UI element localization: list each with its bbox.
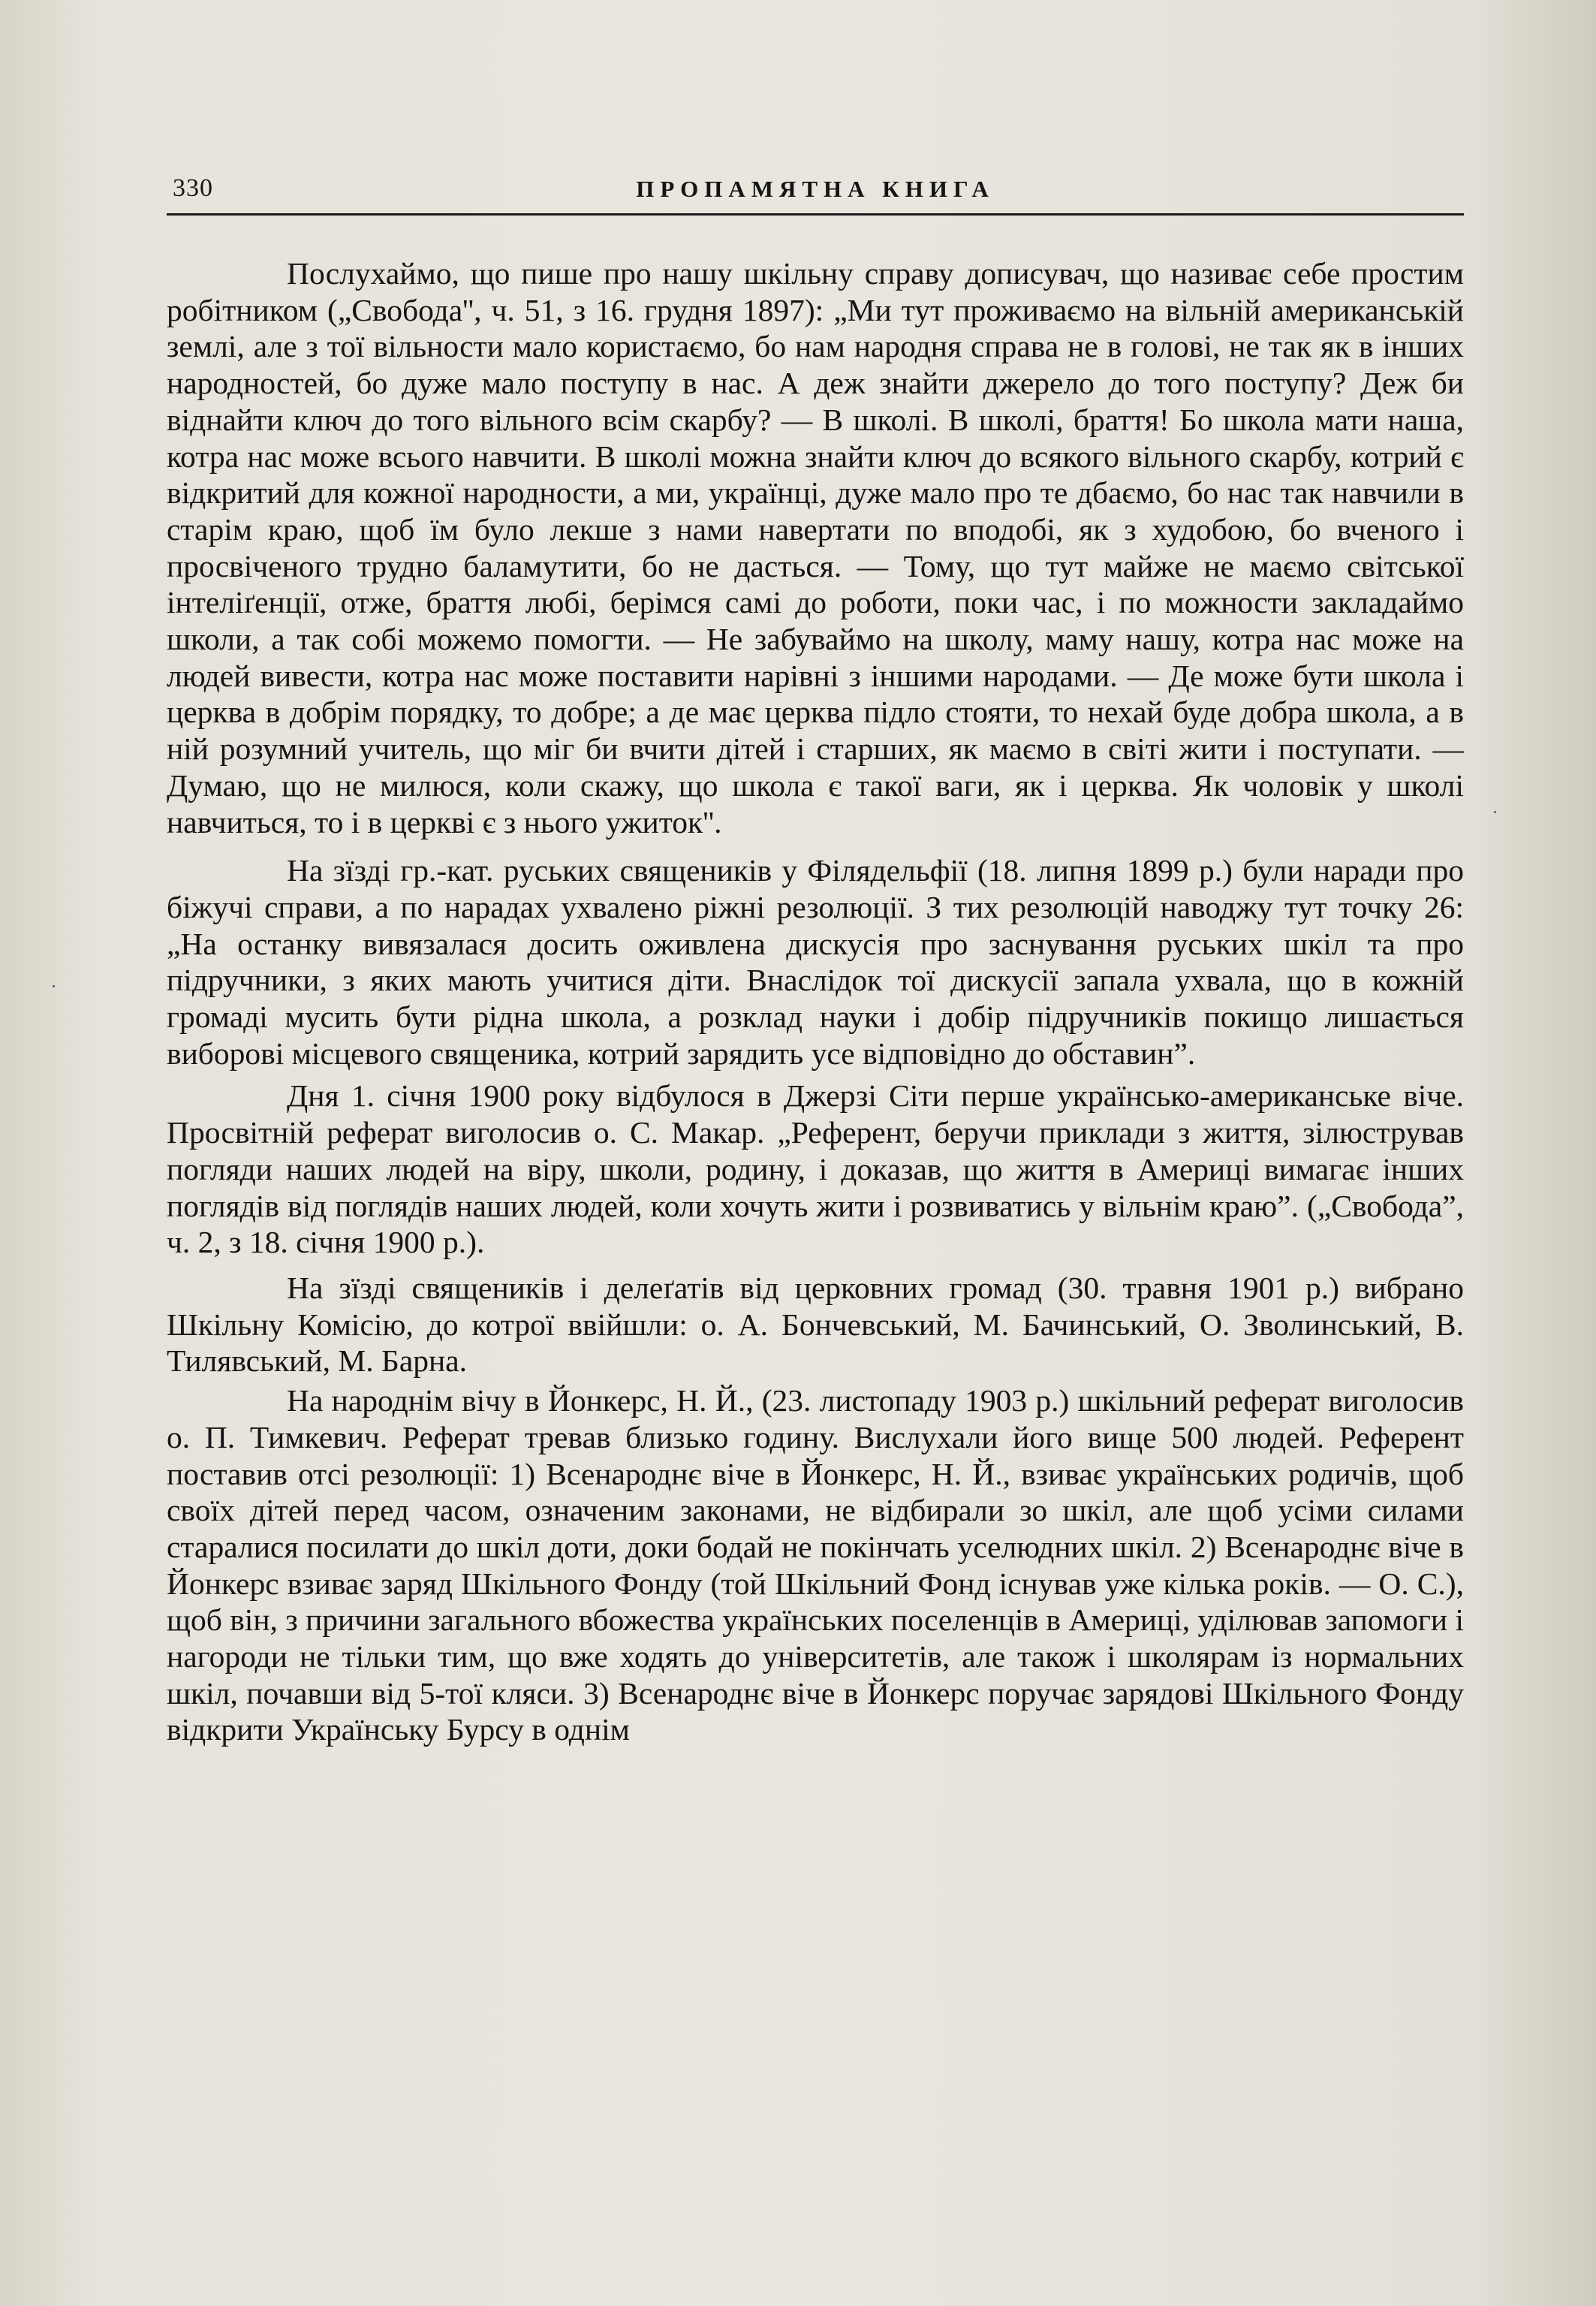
paragraph-yonkers-meeting: На народнім вічу в Йонкерс, Н. Й., (23. листопаду 1903 р.) шкільний реферат виголосив о. П. Тимкевич. Реферат тревав близько годину. Вислухали його вище 500 людей. Референт поставив отсі резолюції: 1) Всенароднє віче в Йонкерс, Н. Й., взиває українських родичів, щоб своїх дітей перед часом, означеним законами, не відбирали зо шкіл, але щоб усіми силами старалися посилати до шкіл доти, доки бодай не покінчать уселюдних шкіл. 2) Всенароднє віче в Йонкерс взиває заряд Шкільного Фонду (той Шкільний Фонд існував уже кілька років. — О. С.), щоб він, з причини загального вбожества українських поселенців в Америці, уділював запомоги і нагороди не тільки тим, що вже ходять до університетів, але також і школярам із нормальних шкіл, почавши від 5-тої кляси. 3) Всенароднє віче в Йонкерс поручає зарядові Шкільного Фонду відкрити Українську Бурсу в однім <box>167 1383 1464 1747</box>
paragraph-jersey-city-meeting: Дня 1. січня 1900 року відбулося в Джерзі Сіти перше українсько-американське віче. Просвітній реферат виголосив о. С. Макар. „Референт, беручи приклади з життя, зілюстрував погляди наших людей на віру, школи, родину, і доказав, що життя в Америці вимагає інших поглядів від поглядів наших людей, коли хочуть жити і розвиватись у вільнім краю”. („Свобода”, ч. 2, з 18. січня 1900 р.). <box>167 1078 1464 1260</box>
paragraph-school-commission: На зїзді священиків і делеґатів від церковних громад (30. травня 1901 р.) вибрано Шкільну Комісію, до котрої ввійшли: о. А. Бончевський, М. Бачинський, О. Зволинський, В. Тилявський, М. Барна. <box>167 1270 1464 1379</box>
book-title: ПРОПАМЯТНА КНИГА <box>636 176 995 202</box>
body-text <box>167 255 1464 1760</box>
paragraph-philadelphia-synod: На зїзді гр.-кат. руських священиків у Філядельфії (18. липня 1899 р.) були наради про біжучі справи, а по нарадах ухвалено ріжні резолюції. З тих резолюцій наводжу тут точку 26: „На останку вивязалася досить оживлена дискусія про заснування руських шкіл та про підручники, з яких мають учитися діти. Внаслідок тої дискусії запала ухвала, що в кожній громаді мусить бути рідна школа, а розклад науки і добір підручників покищо лишається виборові місцевого священика, котрий зарядить усе відповідно до обставин”. <box>167 853 1464 1071</box>
page-number: 330 <box>173 174 213 202</box>
running-head <box>167 171 1464 216</box>
paper-speck <box>1494 811 1496 813</box>
header-rule <box>167 213 1464 216</box>
paper-speck <box>53 985 55 987</box>
paragraph-svoboda-letter: Послухаймо, що пише про нашу шкільну справу дописувач, що називає себе простим робітником („Свобода'', ч. 51, з 16. грудня 1897): „Ми тут проживаємо на вільній американській землі, але з тої вільности мало користаємо, бо нам народня справа не в голові, не так як в інших народностей, бо дуже мало поступу в нас. А деж знайти джерело до того поступу? Деж би віднайти ключ до того вільного всім скарбу? — В школі. В школі, браття! Бо школа мати наша, котра нас може всього навчити. В школі можна знайти ключ до всякого вільного скарбу, котрий є відкритий для кожної народности, а ми, українці, дуже мало про те дбаємо, бо нас так навчили в старім краю, щоб їм було лекше з нами навертати по вподобі, як з худобою, бо вченого і просвіченого трудно баламутити, бо не дасться. — Тому, що тут майже не маємо світської інтеліґенції, отже, браття любі, берімся самі до роботи, поки час, і по можности закладаймо школи, а так собі можемо помогти. — Не забуваймо на школу, маму нашу, котра нас може на людей вивести, котра нас може поставити нарівні з іншими народами. — Де може бути школа і церква в добрім порядку, то добре; а де має церква підло стояти, то нехай буде добра школа, а в ній розумний учитель, що міг би вчити дітей і старших, як маємо в світі жити і поступати. — Думаю, що не милюся, коли скажу, що школа є такої ваги, як і церква. Як чоловік у школі навчиться, то і в церкві є з нього ужиток''. <box>167 256 1464 840</box>
